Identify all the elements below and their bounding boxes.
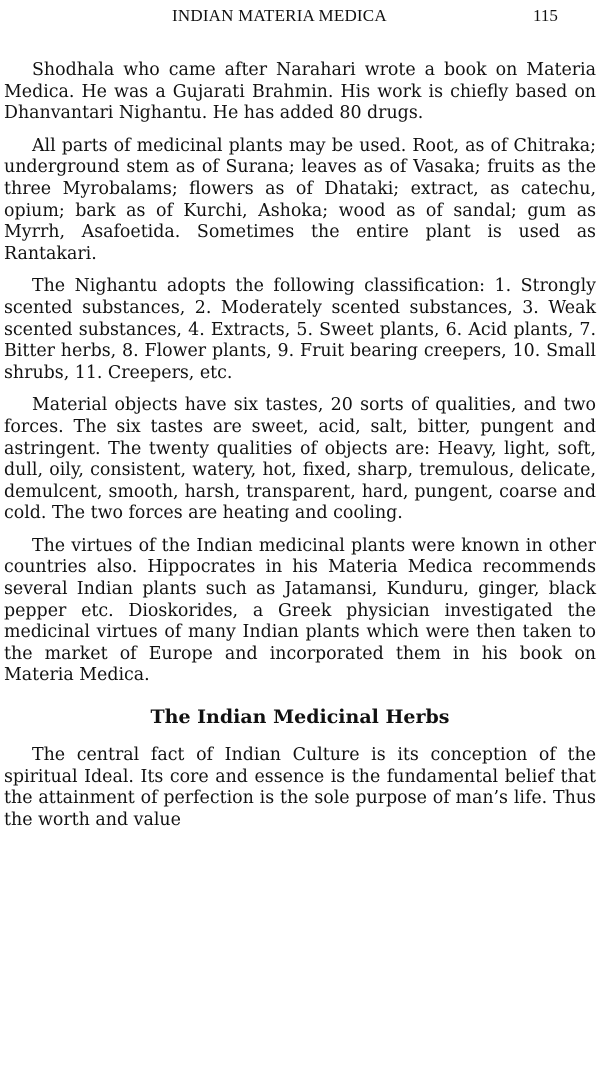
paragraph-central-fact: The central fact of Indian Culture is its conception of the spiritual Ideal. Its core and essence is the fundamental belief that the attainment of perfection is the sole purpose of man’s life. Thus the worth and value (4, 745, 596, 830)
running-title: INDIAN MATERIA MEDICA (172, 6, 387, 25)
page-number: 115 (533, 6, 558, 25)
paragraph-tastes-qualities: Material objects have six tastes, 20 sorts of qualities, and two forces. The six tastes are sweet, acid, salt, bitter, pungent and astringent. The twenty qualities of objects are: Heavy, light, soft, dull, oily, consistent, watery, hot, fixed, sharp, tremulous, delicate, demulcent, smooth, harsh, transparent, hard, pungent, coarse and cold. The two forces are heating and cooling. (4, 395, 596, 524)
paragraph-classification: The Nighantu adopts the following classification: 1. Strongly scented substances, 2. Moderately scented substances, 3. Weak scented substances, 4. Extracts, 5. Sweet plants, 6. Acid plants, 7. Bitter herbs, 8. Flower plants, 9. Fruit bearing creepers, 10. Small shrubs, 11. Creepers, etc. (4, 276, 596, 383)
body-text (4, 60, 596, 842)
paragraph-virtues: The virtues of the Indian medicinal plants were known in other countries also. Hippocrates in his Materia Medica recommends several Indian plants such as Jatamansi, Kunduru, ginger, black pepper etc. Dioskorides, a Greek physician investigated the medicinal virtues of many Indian plants which were then taken to the market of Europe and incorporated them in his book on Materia Medica. (4, 535, 596, 686)
paragraph-shodhala: Shodhala who came after Narahari wrote a book on Materia Medica. He was a Gujarati Brahmin. His work is chiefly based on Dhanvantari Nighantu. He has added 80 drugs. (4, 60, 596, 124)
paragraph-plant-parts: All parts of medicinal plants may be used. Root, as of Chitraka; underground stem as of Surana; leaves as of Vasaka; fruits as the three Myrobalams; flowers as of Dhataki; extract, as catechu, opium; bark as of Kurchi, Ashoka; wood as of sandal; gum as Myrrh, Asafoetida. Sometimes the entire plant is used as Rantakari. (4, 135, 596, 264)
running-head (0, 6, 600, 28)
section-heading: The Indian Medicinal Herbs (150, 706, 450, 729)
